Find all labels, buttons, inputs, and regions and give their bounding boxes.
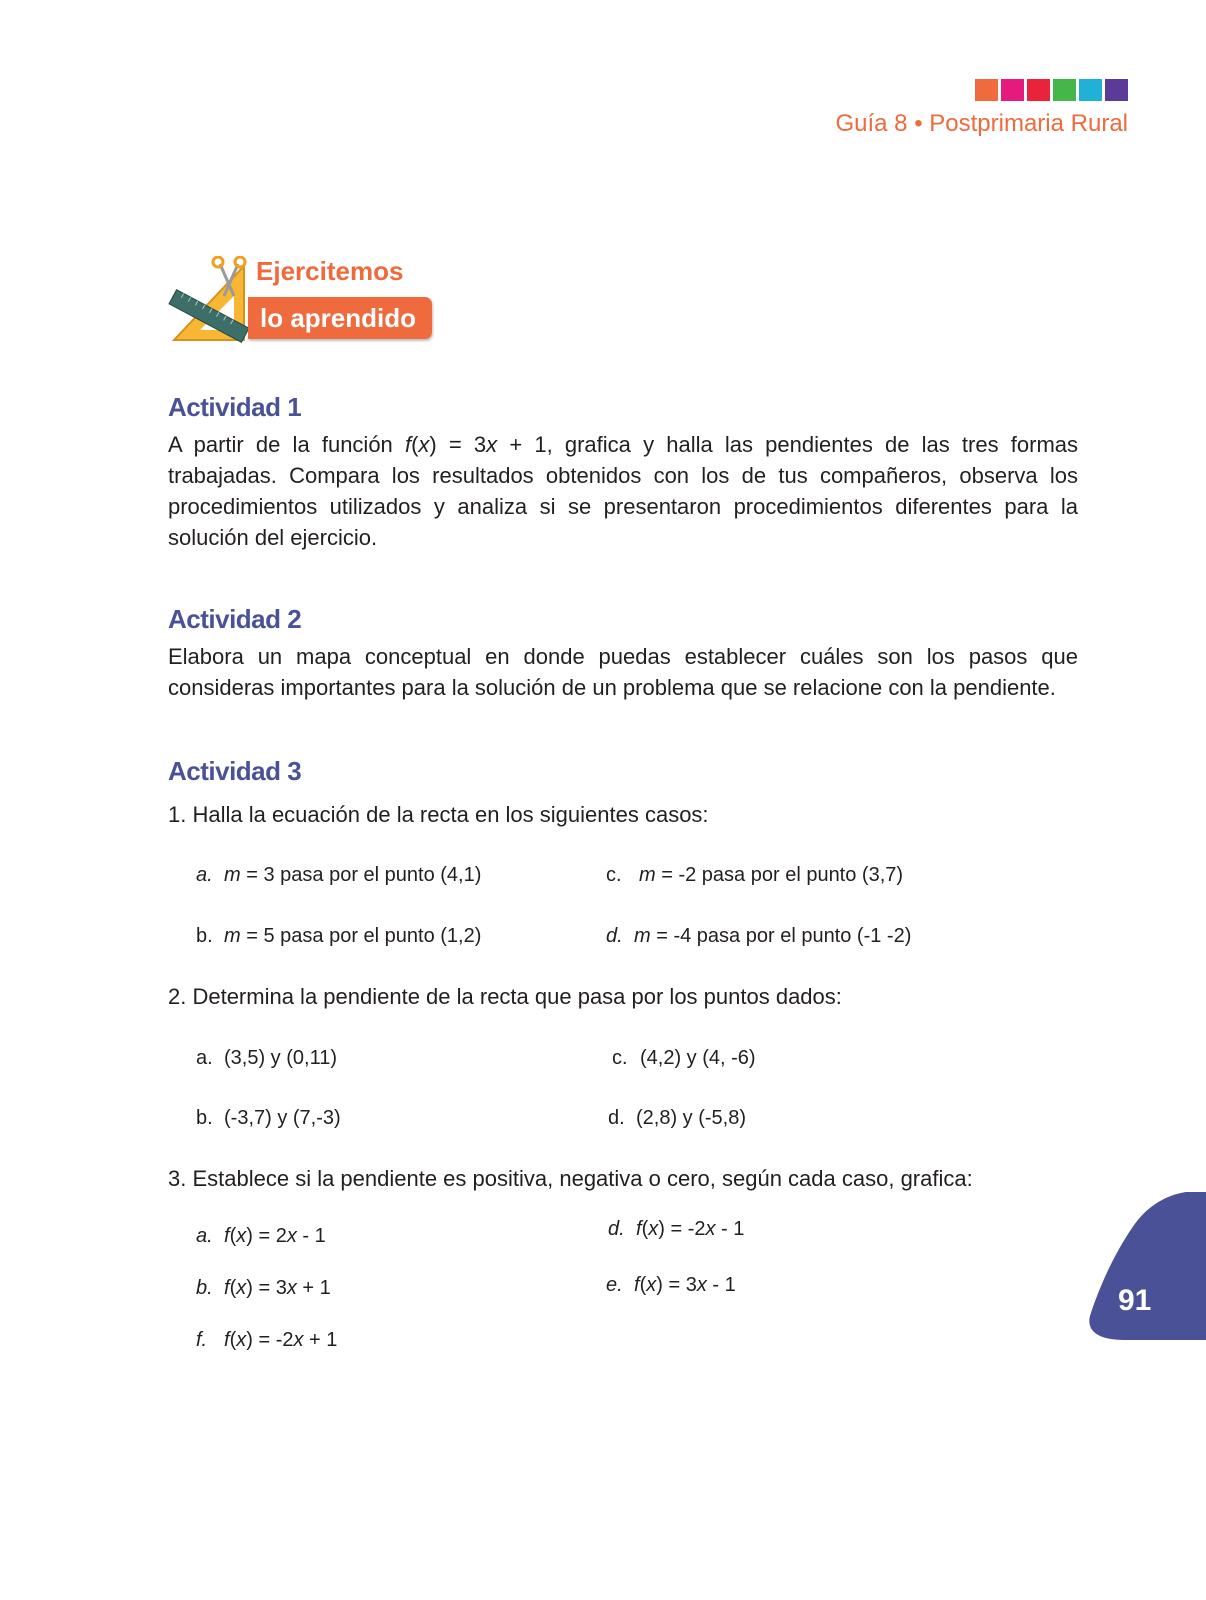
- badge-title-line2: lo aprendido: [248, 297, 432, 339]
- item-text: = 5 pasa por el punto (1,2): [240, 925, 482, 947]
- header-title: Guía 8 • Postprimaria Rural: [835, 110, 1128, 137]
- section-badge: [168, 252, 458, 348]
- q3-item-a: [196, 1225, 326, 1248]
- item-label: b.: [196, 925, 213, 947]
- page-number: 91: [1118, 1284, 1152, 1317]
- item-text: ) = 3: [246, 1277, 287, 1299]
- item-text: ) = -2: [658, 1218, 706, 1240]
- math-var: x: [418, 432, 430, 457]
- actividad-1-text: [168, 429, 1078, 553]
- math-var: x: [696, 1274, 707, 1296]
- actividad-3-title: Actividad 3: [168, 756, 302, 786]
- item-label: e.: [606, 1274, 623, 1296]
- actividad-2-title: Actividad 2: [168, 604, 302, 634]
- item-label: d.: [606, 925, 623, 947]
- item-label: d.: [608, 1218, 625, 1240]
- q1-item-c: [606, 864, 903, 887]
- actividad-1-section: [168, 392, 1078, 553]
- item-text: (: [641, 1218, 649, 1240]
- q2-item-d: [608, 1107, 746, 1130]
- item-label: c.: [606, 864, 622, 886]
- item-text: (: [639, 1274, 647, 1296]
- actividad-2-text: Elabora un mapa conceptual en donde puedas establecer cuáles son los pasos que consideras importantes para la solución de un problema que se relacione con la pendiente.: [168, 644, 1078, 700]
- color-swatch: [1105, 79, 1128, 101]
- item-text: (: [229, 1329, 237, 1351]
- math-var: x: [486, 432, 498, 457]
- color-swatch: [1001, 79, 1024, 101]
- math-var: f: [634, 1274, 640, 1296]
- math-var: x: [646, 1274, 657, 1296]
- item-text: (4,2) y (4, -6): [640, 1047, 756, 1069]
- math-var: f: [404, 432, 412, 457]
- question-1: 1. Halla la ecuación de la recta en los siguientes casos:: [168, 802, 709, 827]
- math-var: x: [236, 1329, 247, 1351]
- item-text: ) = 3: [656, 1274, 697, 1296]
- text-segment: ) = 3: [429, 432, 487, 457]
- math-var: x: [705, 1218, 716, 1240]
- item-label: a.: [196, 1047, 213, 1069]
- item-text: = -2 pasa por el punto (3,7): [655, 864, 904, 886]
- item-label: b.: [196, 1277, 213, 1299]
- math-var: x: [648, 1218, 659, 1240]
- item-text: (2,8) y (-5,8): [636, 1107, 747, 1129]
- item-text: = -4 pasa por el punto (-1 -2): [650, 925, 912, 947]
- question-3: 3. Establece si la pendiente es positiva, negativa o cero, según cada caso, grafica:: [168, 1166, 973, 1191]
- item-label: c.: [612, 1047, 628, 1069]
- item-text: (-3,7) y (7,-3): [224, 1107, 341, 1129]
- math-var: m: [224, 925, 241, 947]
- item-label: d.: [608, 1107, 625, 1129]
- item-text: (: [229, 1277, 237, 1299]
- item-text: = 3 pasa por el punto (4,1): [240, 864, 482, 886]
- item-text: ) = -2: [246, 1329, 294, 1351]
- actividad-1-title: Actividad 1: [168, 392, 302, 422]
- header-color-strip: [975, 79, 1128, 101]
- color-swatch: [975, 79, 998, 101]
- math-var: x: [293, 1329, 304, 1351]
- question-2: 2. Determina la pendiente de la recta que pasa por los puntos dados:: [168, 984, 842, 1009]
- math-var: x: [286, 1277, 297, 1299]
- math-var: f: [224, 1277, 230, 1299]
- math-var: m: [639, 864, 656, 886]
- item-label: a.: [196, 864, 213, 886]
- item-text: (: [229, 1225, 237, 1247]
- q2-item-b: [196, 1107, 341, 1130]
- text-segment: A partir de la función: [168, 432, 405, 457]
- math-var: x: [236, 1277, 247, 1299]
- math-var: f: [224, 1329, 230, 1351]
- math-var: f: [636, 1218, 642, 1240]
- math-var: f: [224, 1225, 230, 1247]
- item-text: + 1: [296, 1277, 331, 1299]
- q3-item-d: [608, 1218, 744, 1241]
- scissors-ruler-square-icon: [168, 256, 256, 348]
- item-text: ) = 2: [246, 1225, 287, 1247]
- math-var: x: [286, 1225, 297, 1247]
- item-text: + 1: [303, 1329, 338, 1351]
- math-var: m: [634, 925, 651, 947]
- q3-item-b: [196, 1277, 331, 1300]
- actividad-2-section: [168, 604, 1078, 703]
- q2-item-a: [196, 1047, 337, 1070]
- item-label: b.: [196, 1107, 213, 1129]
- color-swatch: [1079, 79, 1102, 101]
- badge-title-line1: Ejercitemos: [256, 256, 404, 286]
- actividad-3-section: [168, 756, 1078, 787]
- color-swatch: [1027, 79, 1050, 101]
- q3-item-e: [606, 1274, 736, 1297]
- q1-item-b: [196, 925, 481, 948]
- math-var: m: [224, 864, 241, 886]
- text-segment: (: [411, 432, 419, 457]
- color-swatch: [1053, 79, 1076, 101]
- item-label: a.: [196, 1225, 213, 1247]
- item-text: (3,5) y (0,11): [224, 1047, 337, 1069]
- q2-item-c: [612, 1047, 756, 1070]
- text-segment: + 1, grafica y halla las pendientes de las tres formas trabajadas. Compara los resultados obtenidos con los de tus compañeros, observa los procedimientos utilizados y analiza si se presentaron procedimientos diferentes para la solución del ejercicio.: [168, 432, 1079, 550]
- item-text: - 1: [706, 1274, 736, 1296]
- q3-item-f: [196, 1329, 337, 1352]
- math-var: x: [236, 1225, 247, 1247]
- q1-item-a: [196, 864, 481, 887]
- item-label: f.: [196, 1329, 208, 1351]
- item-text: - 1: [296, 1225, 326, 1247]
- item-text: - 1: [715, 1218, 745, 1240]
- q1-item-d: [606, 925, 911, 948]
